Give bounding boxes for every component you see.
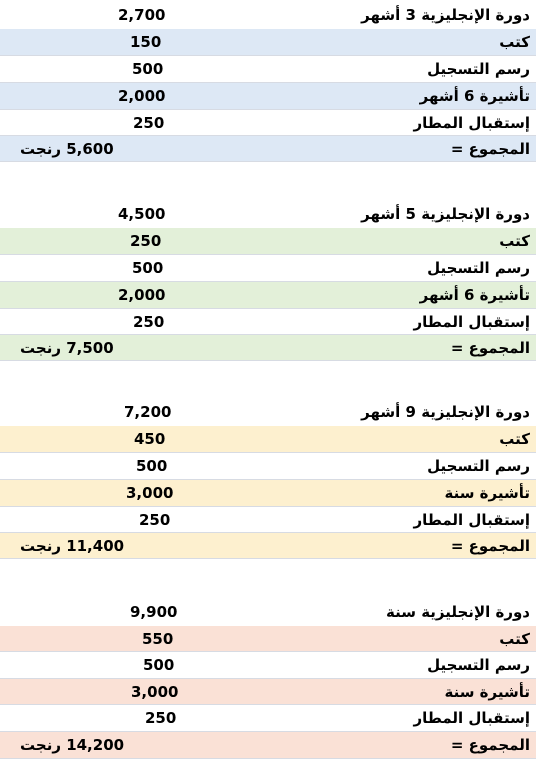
course-price: 4,500 xyxy=(118,205,166,223)
course-header-row xyxy=(0,398,536,426)
fee-label: إستقبال المطار xyxy=(413,312,530,331)
fee-label: كتب xyxy=(499,33,530,51)
fee-label: إستقبال المطار xyxy=(413,510,530,529)
course-header-row xyxy=(0,201,536,228)
fee-value: 450 xyxy=(134,430,166,448)
fee-label: تأشيرة سنة xyxy=(444,682,530,701)
fee-value: 3,000 xyxy=(126,484,174,502)
fee-value: 250 xyxy=(130,232,162,250)
fee-row-books xyxy=(0,228,536,255)
fee-value: 250 xyxy=(133,113,165,132)
fee-value: 3,000 xyxy=(131,682,179,701)
course-price: 7,200 xyxy=(124,402,172,421)
course-price: 9,900 xyxy=(130,602,178,621)
price-table-1-year xyxy=(0,598,536,759)
fee-value: 500 xyxy=(132,259,164,277)
fee-row-books xyxy=(0,29,536,56)
fee-row-visa xyxy=(0,480,536,507)
fee-row-visa xyxy=(0,679,536,705)
fee-row-books xyxy=(0,426,536,453)
total-row xyxy=(0,136,536,162)
fee-value: 250 xyxy=(133,312,165,331)
fee-row-airport xyxy=(0,507,536,533)
fee-label: رسم التسجيل xyxy=(427,656,530,674)
fee-label: رسم التسجيل xyxy=(427,259,530,277)
total-row xyxy=(0,335,536,361)
fee-label: رسم التسجيل xyxy=(427,457,530,475)
fee-label: تأشيرة 6 أشهر xyxy=(419,87,530,105)
fee-row-visa xyxy=(0,83,536,110)
fee-row-registration xyxy=(0,652,536,679)
course-title: دورة الإنجليزية 3 أشهر xyxy=(361,6,530,24)
total-label: المجموع = xyxy=(450,338,530,357)
fee-value: 500 xyxy=(132,60,164,78)
fee-label: كتب xyxy=(499,430,530,448)
total-value: 14,200 رنجت xyxy=(20,736,125,754)
course-title: دورة الإنجليزية 5 أشهر xyxy=(361,205,530,223)
fee-row-registration xyxy=(0,453,536,480)
total-value: 5,600 رنجت xyxy=(20,139,114,158)
fee-row-registration xyxy=(0,56,536,83)
fee-value: 550 xyxy=(142,629,174,648)
fee-value: 500 xyxy=(136,457,168,475)
fee-row-airport xyxy=(0,110,536,136)
total-label: المجموع = xyxy=(450,736,530,754)
price-table-9-months xyxy=(0,398,536,559)
fee-row-airport xyxy=(0,705,536,732)
fee-value: 250 xyxy=(145,709,177,727)
total-row xyxy=(0,732,536,759)
total-value: 7,500 رنجت xyxy=(20,338,114,357)
fee-value: 2,000 xyxy=(118,87,166,105)
fee-label: تأشيرة سنة xyxy=(444,484,530,502)
course-price: 2,700 xyxy=(118,6,166,24)
course-title: دورة الإنجليزية سنة xyxy=(386,602,530,621)
fee-row-airport xyxy=(0,309,536,335)
fee-label: تأشيرة 6 أشهر xyxy=(419,286,530,304)
course-title: دورة الإنجليزية 9 أشهر xyxy=(361,402,530,421)
price-table-5-months xyxy=(0,201,536,361)
fee-value: 2,000 xyxy=(118,286,166,304)
fee-label: إستقبال المطار xyxy=(413,113,530,132)
price-table-3-months xyxy=(0,2,536,162)
fee-value: 250 xyxy=(139,510,171,529)
total-value: 11,400 رنجت xyxy=(20,536,125,555)
fee-label: رسم التسجيل xyxy=(427,60,530,78)
fee-label: إستقبال المطار xyxy=(413,709,530,727)
course-header-row xyxy=(0,598,536,626)
fee-row-visa xyxy=(0,282,536,309)
total-label: المجموع = xyxy=(450,139,530,158)
fee-label: كتب xyxy=(499,232,530,250)
fee-value: 150 xyxy=(130,33,162,51)
fee-row-books xyxy=(0,626,536,652)
total-label: المجموع = xyxy=(450,536,530,555)
total-row xyxy=(0,533,536,559)
fee-label: كتب xyxy=(499,629,530,648)
fee-row-registration xyxy=(0,255,536,282)
course-header-row xyxy=(0,2,536,29)
fee-value: 500 xyxy=(143,656,175,674)
